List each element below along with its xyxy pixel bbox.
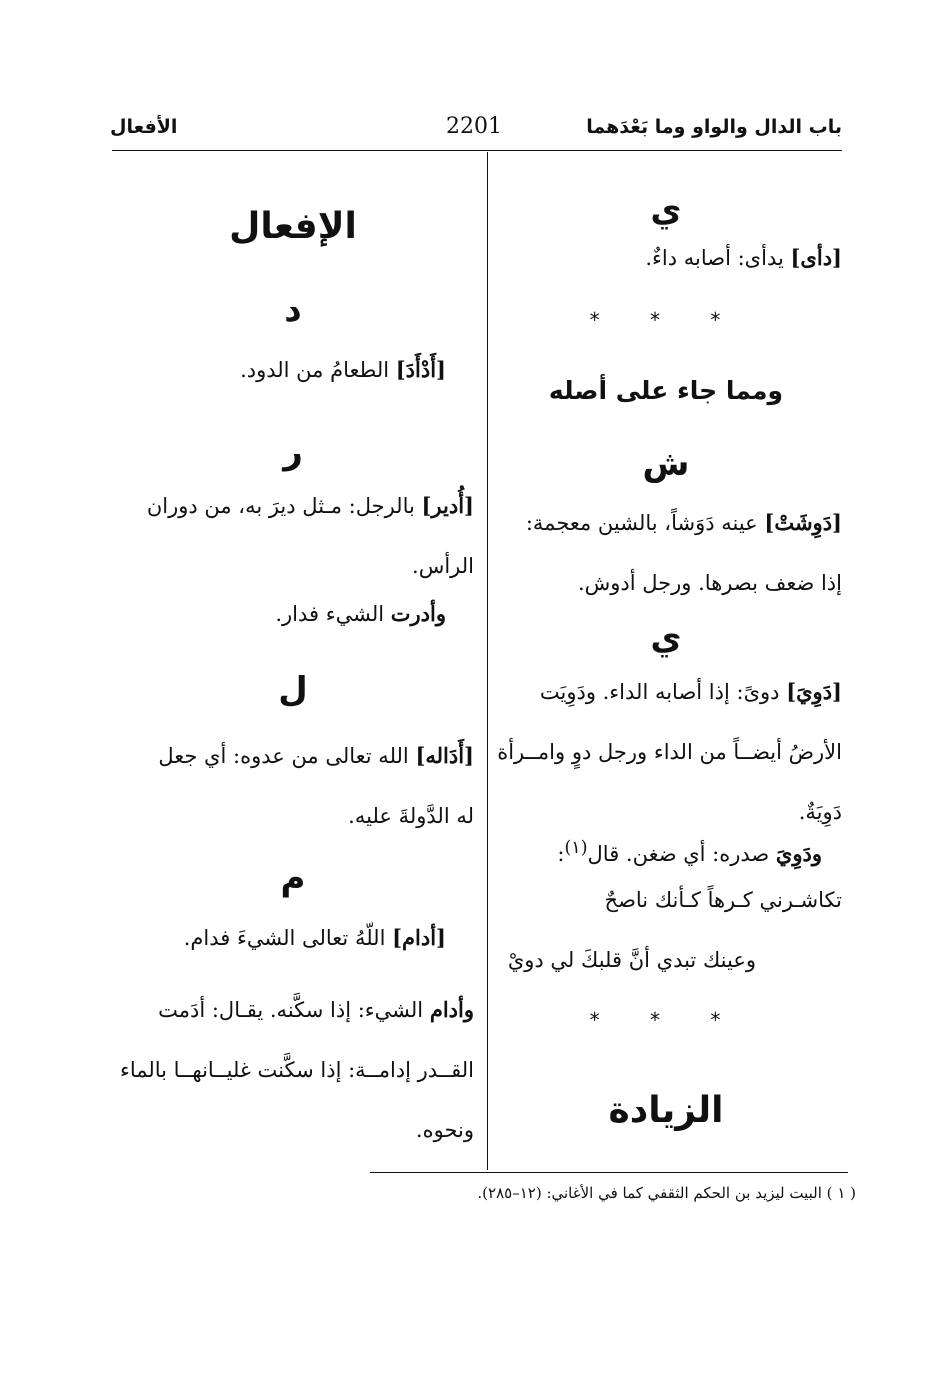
footnote-marker: (١) [564,838,588,858]
entry-line [112,476,474,536]
verse-line-2: وعينك تبدي أنَّ قلبكَ لي دويْ [507,948,756,972]
running-head [110,112,842,146]
headword: [أُدير] [421,493,474,518]
headword: وأدرت [390,601,446,626]
entry-line: إذا ضعف بصرها. ورجل أدوش. [577,571,842,595]
definition: الشيء فدار. [275,602,385,626]
footnote: ( ١ ) البيت ليزيد بن الحكم الثقفي كما في الأغاني: (١٢–٢٨٥). [477,1184,856,1202]
entry-adam-2 [112,980,474,1160]
subsection-heading: ومما جاء على أصله [548,376,784,405]
entry-adart [112,584,474,644]
verse-line-1: تكاشـرني كـرهاً كـأنك ناصحٌ [604,888,842,912]
letter-heading-shin: ش [642,444,690,484]
page-number: 2201 [446,114,502,139]
entry-dawisht [490,493,842,613]
definition: عينه دَوَشاً، بالشين معجمة: [525,511,758,535]
definition: الشيء: إذا سكَّنه. يقـال: أدَمت [158,998,424,1022]
entry-dai [490,228,842,288]
entry-line: الأرضُ أيضــاً من الداء ورجل دوٍ وامــرأة [497,740,842,764]
entry-line: دَوِيَةٌ. [798,800,842,824]
letter-heading-ya: ي [650,190,682,230]
section-heading-ziyada: الزيادة [608,1090,724,1131]
definition: الطعامُ من الدود. [240,358,390,382]
section-separator: * * * [589,1008,743,1032]
entry-line: الرأس. [412,554,474,578]
entry-adalahu [112,726,474,846]
entry-udir [112,476,474,596]
section-separator: * * * [589,308,743,332]
letter-heading-lam: ل [278,670,308,710]
entry-line [112,980,474,1040]
entry-dawiya [490,662,842,842]
entry-line [112,726,474,786]
entry-line [490,493,842,553]
definition: اللّهُ تعالى الشيءَ فدام. [183,926,386,950]
definition: بالرجل: مـثل ديرَ به، من دوران [146,494,415,518]
section-heading-ifal: الإفعال [229,206,357,247]
entry-line: ونحوه. [415,1118,474,1142]
entry-line: القــدر إدامــة: إذا سكَّنت غليــانهــا بالماء [119,1058,474,1082]
definition: صدره: أي ضغن. قال [587,842,770,866]
headword: [أَدْأَدَ] [395,357,446,382]
letter-heading-dal: د [284,290,302,330]
entry-adad [112,340,474,400]
chapter-title: باب الدال والواو وما بَعْدَهما [586,116,842,138]
letter-heading-ra: ر [283,432,303,472]
headword: ودَوِيَ [775,841,822,866]
definition: دوىً: إذا أصابه الداء. ودَوِيَت [539,680,780,704]
letter-heading-ya: ي [650,618,682,658]
colon: : [557,842,565,866]
headword: [دأى] [790,245,842,270]
section-title: الأفعال [110,116,178,138]
entry-adam [112,908,474,968]
headword: [أَدَاله] [415,743,474,768]
letter-heading-mim: م [280,858,306,898]
headword: [أدام] [392,925,446,950]
headword: [دَوِيَ] [786,679,842,704]
headword: وأدام [429,997,474,1022]
entry-line [490,662,842,722]
headword: [دَوِشَتْ] [764,510,842,535]
entry-line: له الدَّولةَ عليه. [348,804,474,828]
definition: يدأى: أصابه داءٌ. [645,246,784,270]
header-rule [112,150,842,151]
definition: الله تعالى من عدوه: أي جعل [158,744,409,768]
column-divider [487,152,488,1170]
footnote-rule [370,1172,848,1173]
